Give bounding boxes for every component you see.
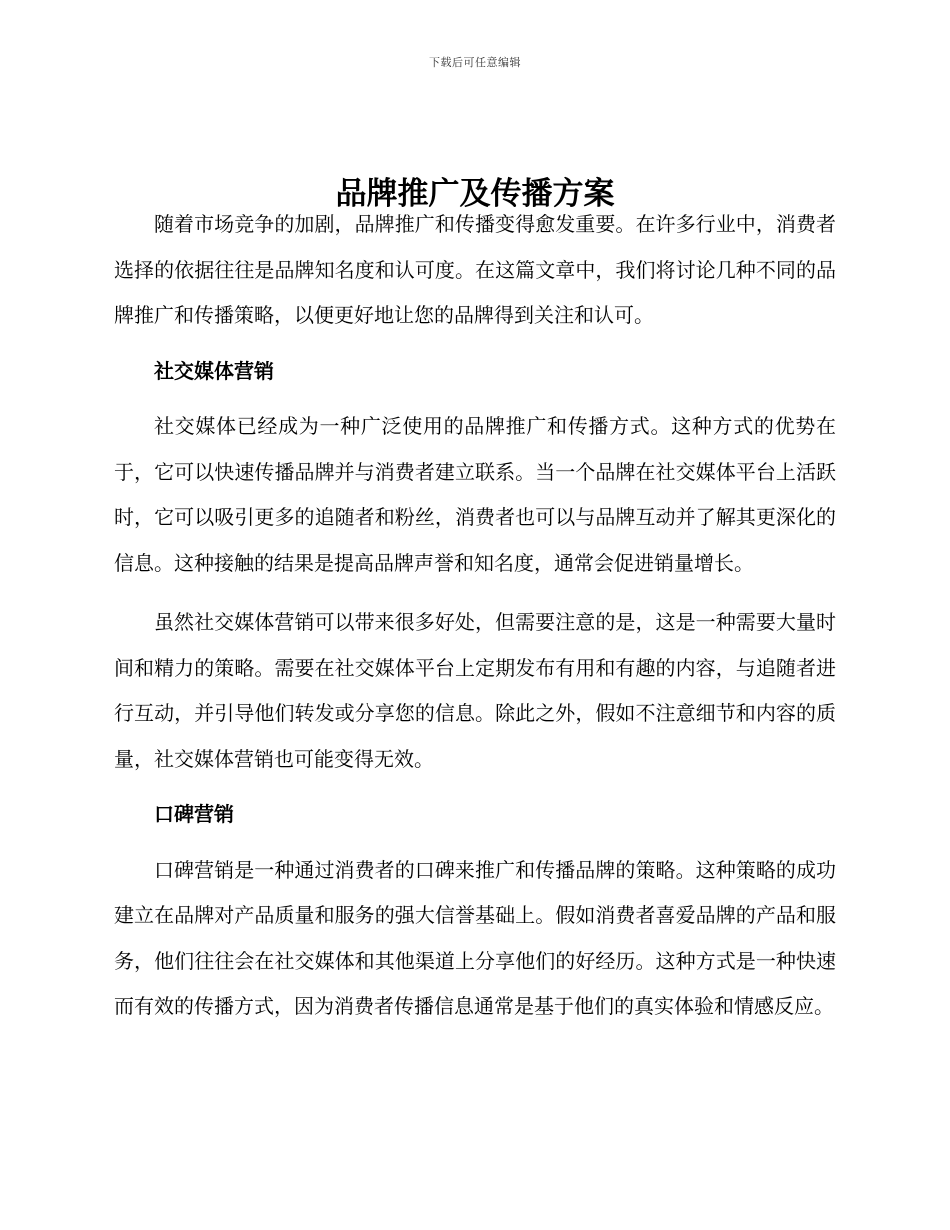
intro-paragraph: 随着市场竞争的加剧，品牌推广和传播变得愈发重要。在许多行业中，消费者选择的依据往往是品牌知名度和认可度。在这篇文章中，我们将讨论几种不同的品牌推广和传播策略，以便更好地让您的品牌得到关注和认可。 [114, 212, 836, 327]
document-title: 品牌推广及传播方案 [335, 175, 615, 212]
document-body [114, 202, 836, 1030]
page-header-note: 下载后可任意编辑 [429, 56, 521, 69]
word-of-mouth-paragraph-1: 口碑营销是一种通过消费者的口碑来推广和传播品牌的策略。这种策略的成功建立在品牌对产品质量和服务的强大信誉基础上。假如消费者喜爱品牌的产品和服务，他们往往会在社交媒体和其他渠道上分享他们的好经历。这种方式是一种快速而有效的传播方式，因为消费者传播信息通常是基于他们的真实体验和情感反应。 [114, 857, 836, 1018]
social-media-paragraph-2: 虽然社交媒体营销可以带来很多好处，但需要注意的是，这是一种需要大量时间和精力的策略。需要在社交媒体平台上定期发布有用和有趣的内容，与追随者进行互动，并引导他们转发或分享您的信息。除此之外，假如不注意细节和内容的质量，社交媒体营销也可能变得无效。 [114, 610, 836, 771]
section-heading-word-of-mouth: 口碑营销 [154, 802, 234, 826]
social-media-paragraph-1: 社交媒体已经成为一种广泛使用的品牌推广和传播方式。这种方式的优势在于，它可以快速传播品牌并与消费者建立联系。当一个品牌在社交媒体平台上活跃时，它可以吸引更多的追随者和粉丝，消费者也可以与品牌互动并了解其更深化的信息。这种接触的结果是提高品牌声誉和知名度，通常会促进销量增长。 [114, 414, 836, 575]
section-heading-social-media: 社交媒体营销 [154, 358, 274, 383]
